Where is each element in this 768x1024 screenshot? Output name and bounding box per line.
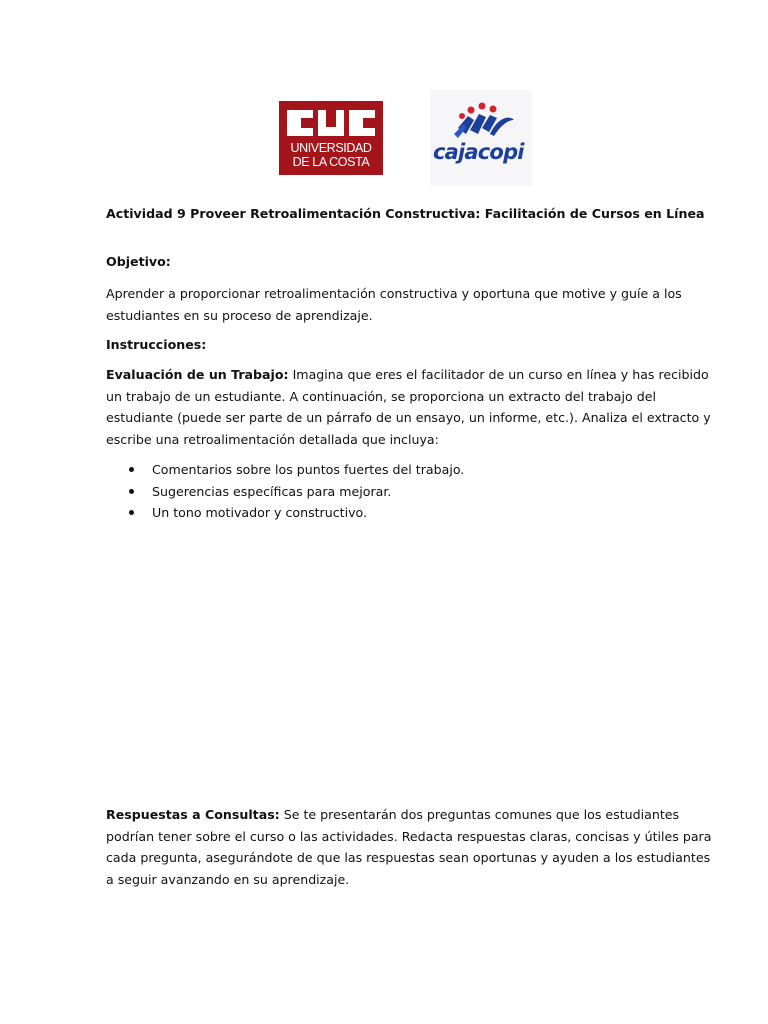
cuc-logo-line1: UNIVERSIDAD: [290, 141, 372, 155]
list-item: [106, 459, 666, 481]
criteria-list: [106, 459, 666, 524]
respuestas-first-line-text: Se te presentarán dos preguntas comunes que los estudiantes: [279, 807, 680, 822]
respuestas-label: Respuestas a Consultas:: [106, 807, 280, 822]
objetivo-paragraph: [106, 283, 682, 326]
objetivo-line: estudiantes en su proceso de aprendizaje.: [106, 307, 373, 323]
evaluacion-label: Evaluación de un Trabajo:: [106, 367, 289, 382]
cuc-logo-line2: DE LA COSTA: [292, 155, 370, 169]
evaluacion-first-line-text: Imagina que eres el facilitador de un curso en línea y has recibido: [288, 367, 709, 382]
cajacopi-logo: [430, 90, 532, 186]
list-item: [106, 481, 666, 503]
objetivo-line: Aprender a proporcionar retroalimentación constructiva y oportuna que motive y guíe a los: [106, 286, 682, 301]
respuestas-first-line: [106, 804, 680, 826]
evaluacion-paragraph: [106, 364, 711, 450]
respuestas-line: a seguir avanzando en su aprendizaje.: [106, 871, 350, 887]
instrucciones-heading: Instrucciones:: [106, 337, 207, 352]
respuestas-paragraph: [106, 804, 712, 890]
cajacopi-wordmark: cajacopi: [433, 140, 524, 164]
list-item: [106, 502, 666, 524]
list-item-text: Comentarios sobre los puntos fuertes del trabajo.: [152, 462, 465, 477]
evaluacion-line: un trabajo de un estudiante. A continuación, se proporciona un extracto del trabajo del: [106, 388, 656, 404]
evaluacion-line: escribe una retroalimentación detallada que incluya:: [106, 431, 439, 447]
respuestas-line: podrían tener sobre el curso o las actividades. Redacta respuestas claras, concisas y útiles para: [106, 828, 712, 844]
evaluacion-line: estudiante (puede ser parte de un párrafo de un ensayo, un informe, etc.). Analiza el extracto y: [106, 410, 711, 425]
list-item-text: Un tono motivador y constructivo.: [152, 505, 368, 520]
list-item-text: Sugerencias específicas para mejorar.: [152, 483, 392, 499]
respuestas-line: cada pregunta, asegurándote de que las respuestas sean oportunas y ayuden a los estudiantes: [106, 850, 711, 865]
bullet-icon: [129, 467, 134, 472]
objetivo-heading: Objetivo:: [106, 254, 171, 269]
cajacopi-figures-icon: [430, 90, 532, 186]
universidad-de-la-costa-logo: [279, 101, 383, 175]
document-title: Actividad 9 Proveer Retroalimentación Constructiva: Facilitación de Cursos en Línea: [106, 206, 705, 221]
bullet-icon: [129, 510, 134, 515]
evaluacion-first-line: [106, 364, 709, 386]
bullet-icon: [129, 489, 134, 494]
